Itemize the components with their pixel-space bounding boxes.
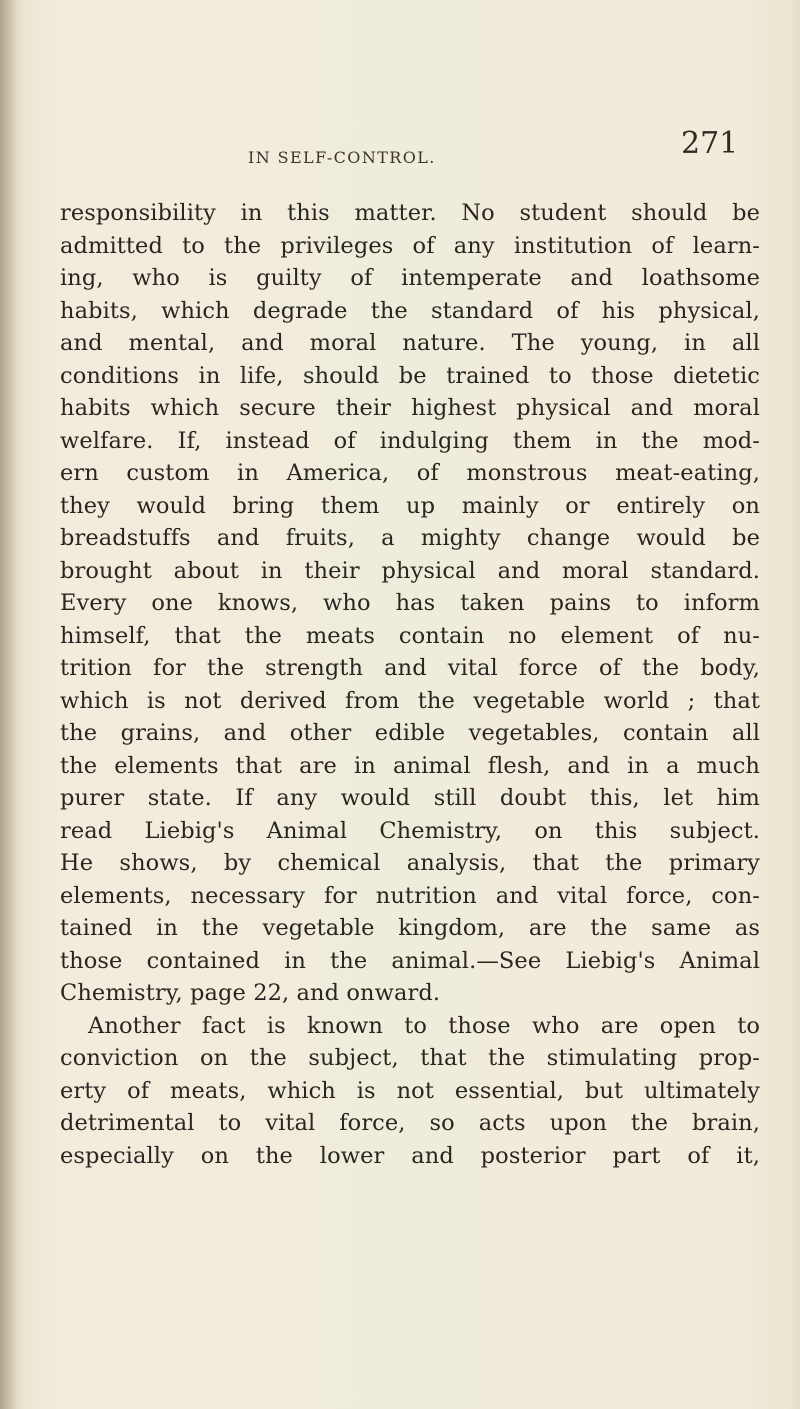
- text-line: ing, who is guilty of intemperate and loathsome: [60, 265, 760, 291]
- text-line: conditions in life, should be trained to those dietetic: [60, 362, 760, 389]
- text-line: welfare. If, instead of indulging them in the mod-: [60, 427, 760, 454]
- text-line: admitted to the privileges of any institution of learn-: [60, 232, 760, 259]
- gutter-shadow: [0, 0, 18, 1409]
- text-line: the elements that are in animal flesh, and in a much: [60, 752, 760, 779]
- text-line: habits which secure their highest physical and moral: [60, 395, 760, 421]
- text-line: erty of meats, which is not essential, but ultimately: [60, 1077, 760, 1104]
- text-line: brought about in their physical and moral standard.: [60, 557, 760, 584]
- text-line: ern custom in America, of monstrous meat-eating,: [60, 460, 760, 486]
- text-line: they would bring them up mainly or entirely on: [60, 492, 760, 519]
- running-head-title: IN SELF-CONTROL.: [248, 148, 436, 167]
- running-head: [0, 124, 800, 194]
- text-line: those contained in the animal.—See Liebig's Animal: [60, 947, 760, 974]
- text-line: responsibility in this matter. No student should be: [60, 200, 760, 226]
- text-line: tained in the vegetable kingdom, are the same as: [60, 915, 760, 941]
- text-line: habits, which degrade the standard of his physical,: [60, 297, 760, 324]
- body-text: [60, 197, 760, 1172]
- text-line: and mental, and moral nature. The young, in all: [60, 330, 760, 356]
- text-line: Another fact is known to those who are open to: [88, 1012, 760, 1039]
- text-line: himself, that the meats contain no element of nu-: [60, 622, 760, 649]
- text-line: Chemistry, page 22, and onward.: [60, 980, 441, 1006]
- text-line: Every one knows, who has taken pains to inform: [60, 590, 760, 616]
- text-line: purer state. If any would still doubt this, let him: [60, 785, 760, 811]
- text-line: detrimental to vital force, so acts upon the brain,: [60, 1110, 760, 1136]
- text-line: especially on the lower and posterior part of it,: [60, 1142, 760, 1169]
- text-line: elements, necessary for nutrition and vital force, con-: [60, 882, 760, 909]
- text-line: which is not derived from the vegetable world ; that: [60, 687, 760, 714]
- text-line: conviction on the subject, that the stimulating prop-: [60, 1045, 760, 1071]
- text-line: He shows, by chemical analysis, that the primary: [60, 850, 760, 876]
- text-line: breadstuffs and fruits, a mighty change would be: [60, 525, 760, 551]
- text-line: the grains, and other edible vegetables, contain all: [60, 720, 760, 746]
- text-line: trition for the strength and vital force of the body,: [60, 655, 760, 681]
- text-line: read Liebig's Animal Chemistry, on this subject.: [60, 817, 760, 844]
- page-number: 271: [681, 126, 739, 161]
